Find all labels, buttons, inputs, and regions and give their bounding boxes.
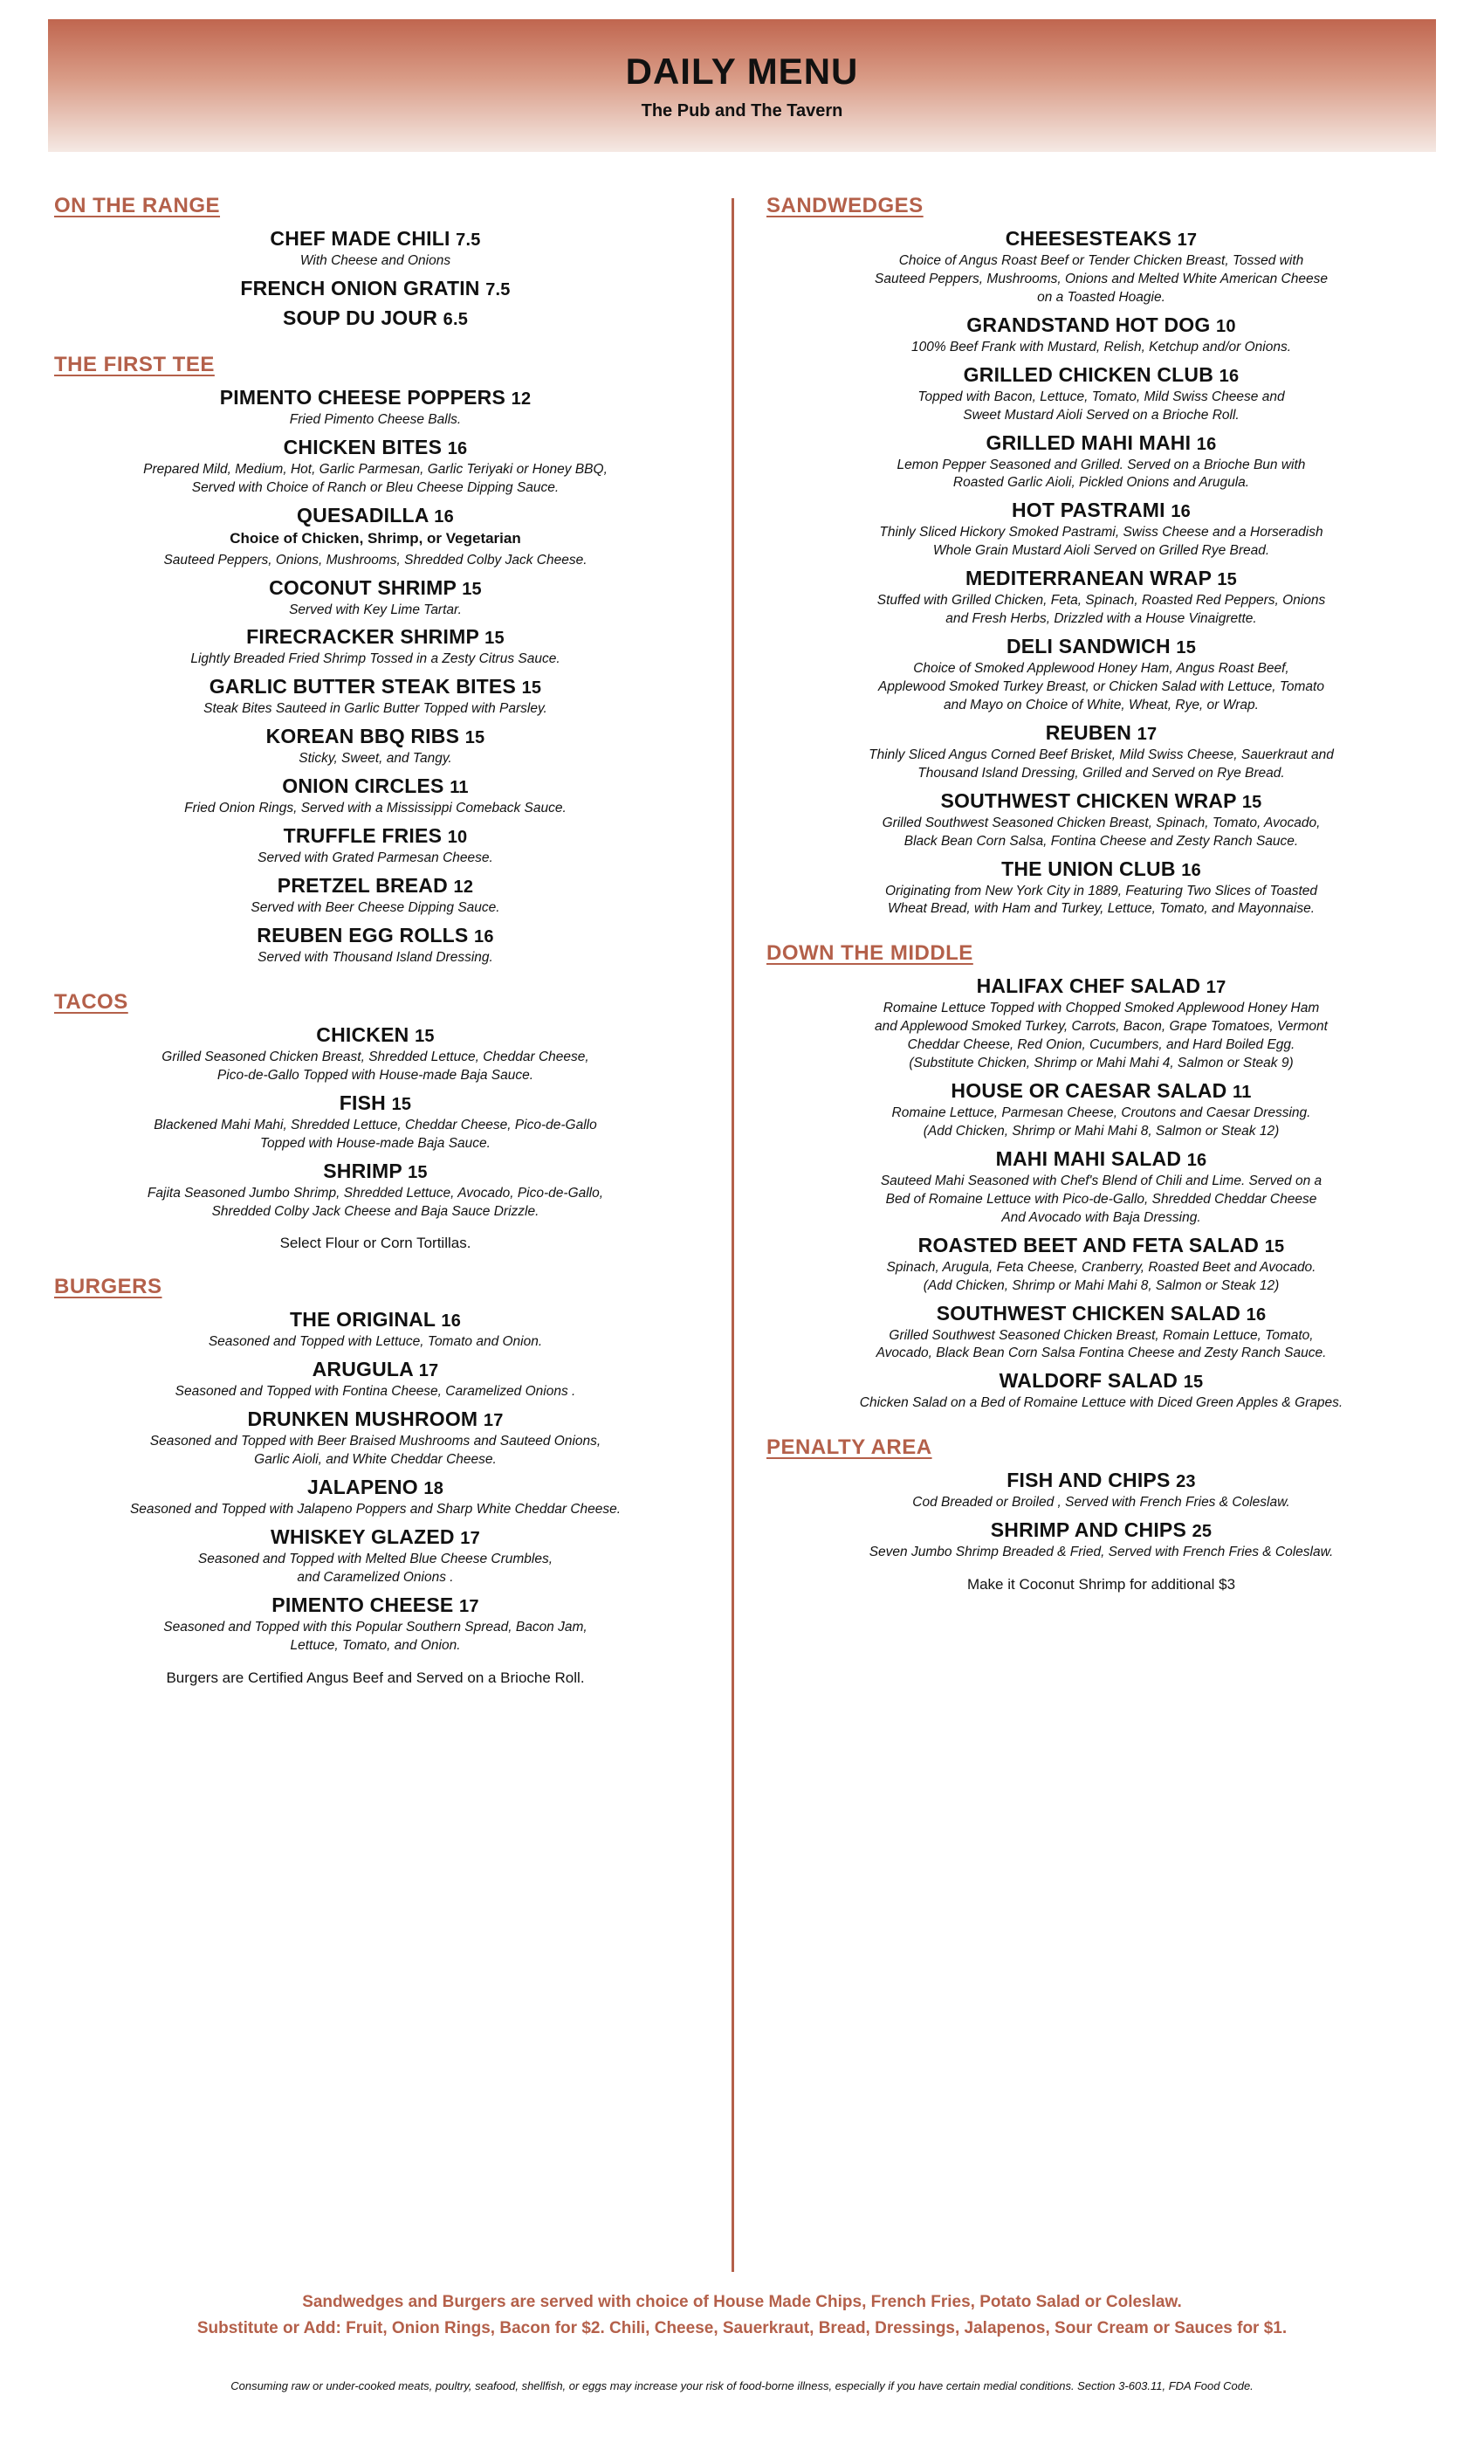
- menu-item-desc: Steak Bites Sauteed in Garlic Butter Topped with Parsley.: [203, 701, 547, 717]
- menu-item-desc: Originating from New York City in 1889, Featuring Two Slices of Toasted Wheat Bread, with Ham and Turkey, Lettuce, Tomato, and Mayonnaise.: [884, 883, 1318, 917]
- menu-item-desc: Lemon Pepper Seasoned and Grilled. Served on a Brioche Bun with Roasted Garlic Aioli, Pickled Onions and Arugula.: [897, 457, 1306, 491]
- menu-item: [54, 625, 697, 669]
- menu-item: [54, 1160, 697, 1222]
- menu-item-price: 17: [1177, 231, 1198, 250]
- menu-item-desc: Choice of Smoked Applewood Honey Ham, Angus Roast Beef, Applewood Smoked Turkey Breast, or Chicken Salad with Lettuce, Tomato and Mayo on Choice of White, Wheat, Rye, or Wrap.: [878, 661, 1324, 712]
- menu-item-name: DRUNKEN MUSHROOM 17: [247, 1408, 504, 1431]
- menu-item-price: 15: [462, 579, 482, 599]
- menu-item: [766, 499, 1436, 561]
- menu-item-price: 25: [1192, 1522, 1213, 1542]
- menu-item-name: WHISKEY GLAZED 17: [271, 1525, 480, 1549]
- menu-item-desc: Seasoned and Topped with Jalapeno Poppers and Sharp White Cheddar Cheese.: [129, 1502, 622, 1518]
- menu-item-name: CHICKEN BITES 16: [283, 435, 468, 458]
- penalty-area-note: Make it Coconut Shrimp for additional $3: [966, 1576, 1236, 1593]
- menu-item-name: ONION CIRCLES 11: [282, 774, 469, 798]
- section-items-down-the-middle: [766, 974, 1436, 1413]
- menu-item-desc: Sauteed Peppers, Onions, Mushrooms, Shredded Colby Jack Cheese.: [163, 552, 587, 568]
- menu-item-name: ARUGULA 17: [312, 1358, 439, 1381]
- menu-item-price: 15: [415, 1026, 435, 1046]
- menu-item-name: CHEESESTEAKS 17: [1005, 227, 1198, 250]
- menu-columns: [0, 194, 1484, 1692]
- menu-item-price: 16: [434, 506, 454, 527]
- menu-item-desc: Served with Grated Parmesan Cheese.: [258, 850, 493, 866]
- menu-item-name: SOUTHWEST CHICKEN WRAP 15: [940, 788, 1262, 812]
- menu-item: [766, 227, 1436, 307]
- menu-item-desc: Fajita Seasoned Jumbo Shrimp, Shredded Lettuce, Avocado, Pico-de-Gallo, Shredded Colby Jack Cheese and Baja Sauce Drizzle.: [147, 1185, 604, 1219]
- menu-item-price: 7.5: [485, 279, 511, 299]
- menu-item: [54, 386, 697, 430]
- menu-item: [766, 635, 1436, 715]
- menu-item: [54, 1091, 697, 1153]
- menu-item: [54, 504, 697, 570]
- menu-item-name: PRETZEL BREAD 12: [277, 874, 474, 898]
- menu-item-name: SHRIMP 15: [323, 1159, 428, 1182]
- section-items-penalty-area: [766, 1469, 1436, 1593]
- menu-item-desc: Choice of Angus Roast Beef or Tender Chicken Breast, Tossed with Sauteed Peppers, Mushrooms, Onions and Melted White American Cheese on a Toasted Hoagie.: [875, 253, 1328, 305]
- menu-item-name: CHICKEN 15: [316, 1022, 435, 1046]
- menu-item: [766, 721, 1436, 783]
- menu-item-desc: Lightly Breaded Fried Shrimp Tossed in a Zesty Citrus Sauce.: [190, 651, 560, 667]
- menu-item-price: 16: [1196, 434, 1217, 454]
- menu-item-name: GARLIC BUTTER STEAK BITES 15: [209, 675, 542, 699]
- menu-item: [54, 1023, 697, 1085]
- menu-item: [766, 789, 1436, 851]
- menu-item-desc: Chicken Salad on a Bed of Romaine Lettuce with Diced Green Apples & Grapes.: [859, 1395, 1343, 1411]
- menu-item-desc: With Cheese and Onions: [299, 253, 451, 268]
- menu-item-price: 15: [1183, 1373, 1204, 1393]
- section-heading-burgers: BURGERS: [54, 1275, 162, 1299]
- menu-item-price: 15: [464, 728, 485, 748]
- section-items-tacos: [54, 1023, 697, 1253]
- menu-item-name: PIMENTO CHEESE POPPERS 12: [219, 385, 532, 409]
- menu-item-price: 23: [1176, 1472, 1196, 1492]
- menu-item: [54, 277, 697, 300]
- menu-item-name: MEDITERRANEAN WRAP 15: [965, 567, 1237, 590]
- menu-item-price: 15: [1264, 1236, 1285, 1256]
- menu-item-price: 10: [1216, 316, 1236, 336]
- menu-item: [54, 1308, 697, 1352]
- menu-item-desc: Seven Jumbo Shrimp Breaded & Fried, Served with French Fries & Coleslaw.: [869, 1545, 1334, 1560]
- menu-item-desc: Sauteed Mahi Seasoned with Chef's Blend of Chili and Lime. Served on a Bed of Romaine Lettuce with Pico-de-Gallo, Shredded Cheddar Cheese And Avocado with Baja Dressing.: [880, 1173, 1323, 1225]
- left-column: [0, 194, 732, 1692]
- menu-item: [766, 567, 1436, 629]
- menu-item-name: JALAPENO 18: [306, 1476, 444, 1499]
- menu-item-name: FRENCH ONION GRATIN 7.5: [240, 276, 511, 299]
- menu-item-name: WALDORF SALAD 15: [999, 1369, 1204, 1393]
- menu-item: [54, 1476, 697, 1519]
- menu-item-name: ROASTED BEET AND FETA SALAD 15: [917, 1233, 1285, 1256]
- menu-item: [54, 576, 697, 620]
- menu-item: [54, 874, 697, 918]
- menu-item: [54, 774, 697, 818]
- menu-item-price: 17: [460, 1529, 480, 1549]
- section-items-burgers: [54, 1308, 697, 1686]
- menu-item-name: SHRIMP AND CHIPS 25: [990, 1518, 1213, 1542]
- menu-item-desc: Seasoned and Topped with Beer Braised Mushrooms and Sauteed Onions, Garlic Aioli, and White Cheddar Cheese.: [149, 1434, 601, 1468]
- menu-item-name: PIMENTO CHEESE 17: [271, 1593, 479, 1616]
- menu-item-price: 17: [418, 1361, 439, 1381]
- menu-item-price: 17: [1137, 724, 1158, 744]
- menu-item: [54, 1525, 697, 1587]
- menu-item-price: 17: [459, 1596, 479, 1616]
- section-items-sandwedges: [766, 227, 1436, 919]
- menu-item-name: FIRECRACKER SHRIMP 15: [246, 625, 505, 649]
- menu-item-desc: Spinach, Arugula, Feta Cheese, Cranberry, Roasted Beet and Avocado. (Add Chicken, Shrimp or Mahi Mahi 8, Salmon or Steak 12): [886, 1259, 1316, 1293]
- menu-item-name: CHEF MADE CHILI 7.5: [270, 227, 481, 250]
- menu-item-price: 10: [447, 828, 468, 848]
- menu-item-name: REUBEN 17: [1045, 720, 1158, 744]
- tacos-note: Select Flour or Corn Tortillas.: [279, 1235, 471, 1252]
- menu-item-price: 16: [441, 1311, 462, 1332]
- menu-item-price: 16: [447, 438, 468, 458]
- menu-item: [54, 306, 697, 330]
- menu-item: [766, 1369, 1436, 1413]
- menu-item: [766, 431, 1436, 493]
- menu-item-desc: Seasoned and Topped with Fontina Cheese, Caramelized Onions .: [175, 1384, 576, 1400]
- menu-item-desc: Cod Breaded or Broiled , Served with French Fries & Coleslaw.: [912, 1495, 1290, 1511]
- menu-item-name: FISH 15: [339, 1091, 412, 1114]
- menu-item-name: REUBEN EGG ROLLS 16: [257, 924, 494, 946]
- menu-item-desc: Romaine Lettuce Topped with Chopped Smoked Applewood Honey Ham and Applewood Smoked Turkey, Carrots, Bacon, Grape Tomatoes, Vermont Cheddar Cheese, Red Onion, Cucumbers, and Hard Boiled Egg. (Substitute Chicken, Shrimp or Mahi Mahi 4, Salmon or Steak 9): [875, 1001, 1328, 1071]
- footer-sides-line: Sandwedges and Burgers are served with choice of House Made Chips, French Fries, Potato Salad or Coleslaw.: [302, 2293, 1182, 2311]
- menu-item-name: DELI SANDWICH 15: [1006, 635, 1197, 658]
- menu-item-price: 7.5: [456, 231, 481, 250]
- menu-item-name: GRILLED CHICKEN CLUB 16: [963, 362, 1240, 386]
- menu-item-desc: Served with Thousand Island Dressing.: [258, 950, 493, 965]
- menu-item-price: 15: [1217, 570, 1237, 590]
- menu-item-desc: Romaine Lettuce, Parmesan Cheese, Croutons and Caesar Dressing. (Add Chicken, Shrimp or Mahi Mahi 8, Salmon or Steak 12): [891, 1105, 1311, 1139]
- section-heading-penalty-area: PENALTY AREA: [766, 1435, 932, 1460]
- section-heading-sandwedges: SANDWEDGES: [766, 194, 924, 217]
- menu-item-desc: Seasoned and Topped with Lettuce, Tomato and Onion.: [208, 1334, 543, 1350]
- menu-item-desc: Stuffed with Grilled Chicken, Feta, Spinach, Roasted Red Peppers, Onions and Fresh Herbs, Drizzled with a House Vinaigrette.: [876, 593, 1326, 627]
- menu-item-name: KOREAN BBQ RIBS 15: [265, 725, 485, 748]
- menu-item-desc: Served with Beer Cheese Dipping Sauce.: [251, 900, 500, 916]
- section-heading-down-the-middle: DOWN THE MIDDLE: [766, 941, 973, 966]
- section-heading-on-the-range: ON THE RANGE: [54, 194, 221, 217]
- menu-item-desc: Thinly Sliced Angus Corned Beef Brisket, Mild Swiss Cheese, Sauerkraut and Thousand Island Dressing, Grilled and Served on Rye Bread.: [869, 747, 1334, 781]
- menu-item-price: 15: [484, 629, 505, 649]
- menu-item-desc: Fried Pimento Cheese Balls.: [289, 411, 462, 427]
- menu-item-desc: Prepared Mild, Medium, Hot, Garlic Parmesan, Garlic Teriyaki or Honey BBQ, Served with Choice of Ranch or Bleu Cheese Dipping Sauce.: [143, 461, 608, 495]
- menu-item: [766, 857, 1436, 919]
- menu-item-price: 15: [1241, 792, 1262, 812]
- menu-item: [766, 1469, 1436, 1512]
- menu-item-name: SOUTHWEST CHICKEN SALAD 16: [936, 1301, 1267, 1325]
- menu-item: [54, 227, 697, 271]
- section-items-the-first-tee: [54, 386, 697, 967]
- menu-item-name: SOUP DU JOUR 6.5: [282, 306, 469, 329]
- menu-item-desc: Grilled Seasoned Chicken Breast, Shredded Lettuce, Cheddar Cheese, Pico-de-Gallo Topped with House-made Baja Sauce.: [161, 1049, 589, 1083]
- menu-item: [766, 1234, 1436, 1296]
- menu-item-price: 16: [1186, 1150, 1207, 1170]
- menu-item-desc: Grilled Southwest Seasoned Chicken Breast, Romain Lettuce, Tomato, Avocado, Black Bean Corn Salsa Fontina Cheese and Zesty Ranch Sauce.: [876, 1327, 1327, 1361]
- menu-item-desc: Served with Key Lime Tartar.: [289, 602, 462, 617]
- menu-item-name: COCONUT SHRIMP 15: [269, 575, 482, 599]
- menu-item: [766, 1079, 1436, 1141]
- menu-item: [766, 313, 1436, 357]
- menu-item-price: 15: [521, 678, 542, 699]
- menu-item-desc: Sticky, Sweet, and Tangy.: [299, 751, 452, 767]
- section-heading-the-first-tee: THE FIRST TEE: [54, 352, 215, 376]
- menu-item-choice: Choice of Chicken, Shrimp, or Vegetarian: [230, 529, 521, 547]
- menu-item-name: GRILLED MAHI MAHI 16: [986, 430, 1217, 454]
- menu-item-desc: Grilled Southwest Seasoned Chicken Breast, Spinach, Tomato, Avocado, Black Bean Corn Salsa, Fontina Cheese and Zesty Ranch Sauce.: [882, 815, 1321, 849]
- menu-item-price: 16: [1171, 502, 1191, 522]
- menu-item-price: 6.5: [443, 309, 469, 329]
- menu-item-price: 17: [1206, 978, 1226, 998]
- menu-item-desc: Seasoned and Topped with Melted Blue Cheese Crumbles, and Caramelized Onions .: [197, 1552, 553, 1585]
- menu-item-name: HALIFAX CHEF SALAD 17: [976, 974, 1226, 998]
- menu-item-desc: Blackened Mahi Mahi, Shredded Lettuce, Cheddar Cheese, Pico-de-Gallo Topped with House-made Baja Sauce.: [154, 1117, 597, 1151]
- menu-item-name: FISH AND CHIPS 23: [1007, 1469, 1196, 1492]
- menu-item-price: 16: [474, 927, 494, 946]
- menu-item: [54, 725, 697, 768]
- menu-item-desc: Seasoned and Topped with this Popular Southern Spread, Bacon Jam, Lettuce, Tomato, and Onion.: [163, 1619, 587, 1653]
- menu-item-price: 16: [1181, 860, 1201, 880]
- menu-item: [54, 824, 697, 868]
- menu-item-price: 16: [1219, 366, 1240, 386]
- menu-header-banner: [48, 19, 1436, 152]
- page-title: DAILY MENU: [625, 50, 859, 92]
- menu-item-price: 11: [450, 778, 469, 798]
- menu-item: [54, 1593, 697, 1655]
- menu-item-name: HOUSE OR CAESAR SALAD 11: [951, 1079, 1252, 1103]
- menu-item: [766, 1147, 1436, 1228]
- menu-item-price: 12: [511, 389, 532, 409]
- menu-item-name: MAHI MAHI SALAD 16: [995, 1146, 1207, 1170]
- menu-item-price: 17: [483, 1411, 504, 1431]
- menu-item-name: GRANDSTAND HOT DOG 10: [966, 313, 1236, 336]
- menu-item-price: 15: [391, 1094, 412, 1114]
- menu-item: [54, 1358, 697, 1401]
- menu-item-price: 12: [453, 878, 474, 898]
- menu-item-price: 11: [1233, 1083, 1252, 1103]
- menu-item: [54, 436, 697, 498]
- section-items-on-the-range: [54, 227, 697, 330]
- menu-footer: [0, 2289, 1484, 2392]
- menu-item: [766, 363, 1436, 425]
- menu-item-name: THE ORIGINAL 16: [289, 1308, 462, 1332]
- menu-item: [766, 1302, 1436, 1364]
- menu-item: [766, 1518, 1436, 1562]
- menu-item-name: TRUFFLE FRIES 10: [283, 824, 468, 848]
- menu-item-desc: 100% Beef Frank with Mustard, Relish, Ketchup and/or Onions.: [910, 339, 1292, 354]
- menu-item-price: 15: [408, 1162, 428, 1182]
- menu-item: [766, 974, 1436, 1073]
- menu-item-name: QUESADILLA 16: [297, 503, 454, 527]
- menu-item: [54, 675, 697, 719]
- menu-item-price: 18: [423, 1479, 444, 1499]
- menu-item-name: THE UNION CLUB 16: [1001, 857, 1201, 880]
- page-subtitle: The Pub and The Tavern: [641, 100, 843, 120]
- burgers-note: Burgers are Certified Angus Beef and Served on a Brioche Roll.: [166, 1669, 585, 1686]
- footer-disclaimer: Consuming raw or under-cooked meats, poultry, seafood, shellfish, or eggs may increase your risk of food-borne illness, especially if you have certain medial conditions. Section 3-603.11, FDA Food Code.: [230, 2378, 1254, 2392]
- footer-substitutions-line: Substitute or Add: Fruit, Onion Rings, Bacon for $2. Chili, Cheese, Sauerkraut, Bread, Dressings, Jalapenos, Sour Cream or Sauces for $1.: [196, 2319, 1288, 2338]
- menu-item-desc: Thinly Sliced Hickory Smoked Pastrami, Swiss Cheese and a Horseradish Whole Grain Mustard Aioli Served on Grilled Rye Bread.: [879, 525, 1323, 559]
- menu-item-desc: Fried Onion Rings, Served with a Mississippi Comeback Sauce.: [184, 801, 567, 816]
- menu-item-price: 15: [1176, 638, 1197, 658]
- menu-item: [54, 1408, 697, 1469]
- menu-item-name: HOT PASTRAMI 16: [1012, 499, 1191, 522]
- section-heading-tacos: TACOS: [54, 989, 128, 1014]
- menu-item-desc: Topped with Bacon, Lettuce, Tomato, Mild Swiss Cheese and Sweet Mustard Aioli Served on a Brioche Roll.: [917, 389, 1285, 423]
- menu-item-price: 16: [1246, 1304, 1267, 1325]
- right-column: [732, 194, 1484, 1692]
- menu-item: [54, 924, 697, 967]
